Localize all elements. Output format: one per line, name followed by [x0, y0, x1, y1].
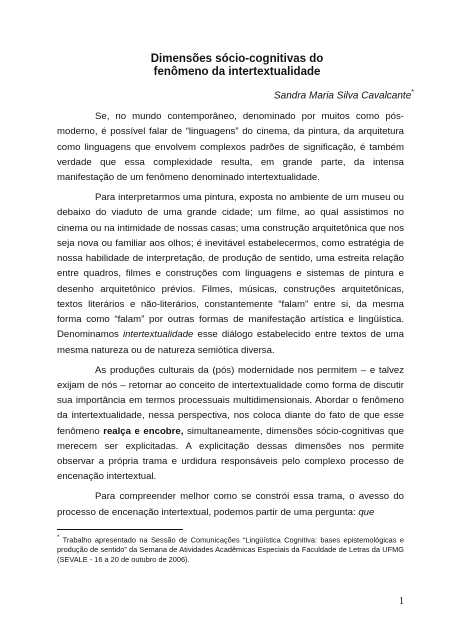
footnote-text: Trabalho apresentado na Sessão de Comunicações “Lingüística Cognitiva: bases epistemológicas e produção de sentido” da Semana de Atividades Acadêmicas Especiais da Faculdade de Letras da UFMG (SEVALE - 16 a 20 de outubro de 2006). — [57, 535, 404, 565]
footnote — [57, 533, 404, 565]
paragraph-3-bold: realça e encobre, — [103, 425, 184, 437]
author-line — [274, 87, 414, 102]
page-number: 1 — [399, 596, 404, 607]
paragraph-3-text-b: simultaneamente, dimensões sócio-cognitivas que merecem ser explicitadas. A explicitação dessas dimensões nos permite observar a própria trama e urdidura responsáveis pelo complexo processo de encenação intertextual. — [57, 425, 404, 483]
title-line-1: Dimensões sócio-cognitivas do — [150, 53, 324, 65]
footnote-marker: * — [57, 535, 60, 541]
paragraph-3 — [57, 363, 404, 485]
footnote-separator — [57, 529, 183, 530]
paragraph-2-emphasis: intertextualidade — [122, 329, 194, 341]
paragraph-1: Se, no mundo contemporâneo, denominado por muitos como pós-moderno, é possível falar de “linguagens” do cinema, da pintura, da arquitetura como linguagens que envolvem complexos padrões de significação, é também verdade que essa complexidade resulta, em grande parte, da intensa manifestação de um fenômeno denominado intertextualidade. — [57, 111, 404, 183]
paragraph-4-text-a: Para compreender melhor como se constrói essa trama, o avesso do processo de encenação intertextual, podemos partir de uma pergunta: — [57, 491, 404, 518]
author-footnote-marker: * — [411, 89, 414, 96]
paragraph-4 — [57, 489, 404, 520]
author-name: Sandra Maria Silva Cavalcante — [273, 90, 412, 102]
paragraph-2-text-b: esse diálogo estabelecido entre textos de uma mesma natureza ou de natureza semiótica diversa. — [57, 329, 404, 356]
paragraph-2-text-a: Para interpretarmos uma pintura, exposta no ambiente de um museu ou debaixo do viaduto de uma grande cidade; um filme, ao qual assistimos no cinema ou na intimidade de nossas casas; uma construção arquitetônica que nos seja nova ou familiar aos olhos; é inevitável estabelecermos, como estratégia de nossa habilidade de interpretação, de produção de sentido, uma estreita relação entre quadros, filmes e construções com linguagens e sistemas de pintura e desenho arquitetônico prévios. Filmes, músicas, construções arquitetônicas, textos literários e não-literários, constantemente “falam” entre si, da mesma forma como “falam” por outras formas de manifestação artística e lingüística. Denominamos — [57, 192, 404, 341]
body-text — [57, 109, 404, 525]
paragraph-2 — [57, 190, 404, 358]
paragraph-4-emphasis: que — [358, 506, 375, 518]
title-line-2: fenômeno da intertextualidade — [153, 66, 321, 78]
paragraph-3-text-a: As produções culturais da (pós) modernidade nos permitem – e talvez exijam de nós – retornar ao conceito de intertextualidade como forma de discutir sua importância em termos processuais multidimensionais. Abordar o fenômeno da intertextualidade, nessa perspectiva, nos coloca diante do fato de que esse fenômeno — [57, 364, 404, 437]
